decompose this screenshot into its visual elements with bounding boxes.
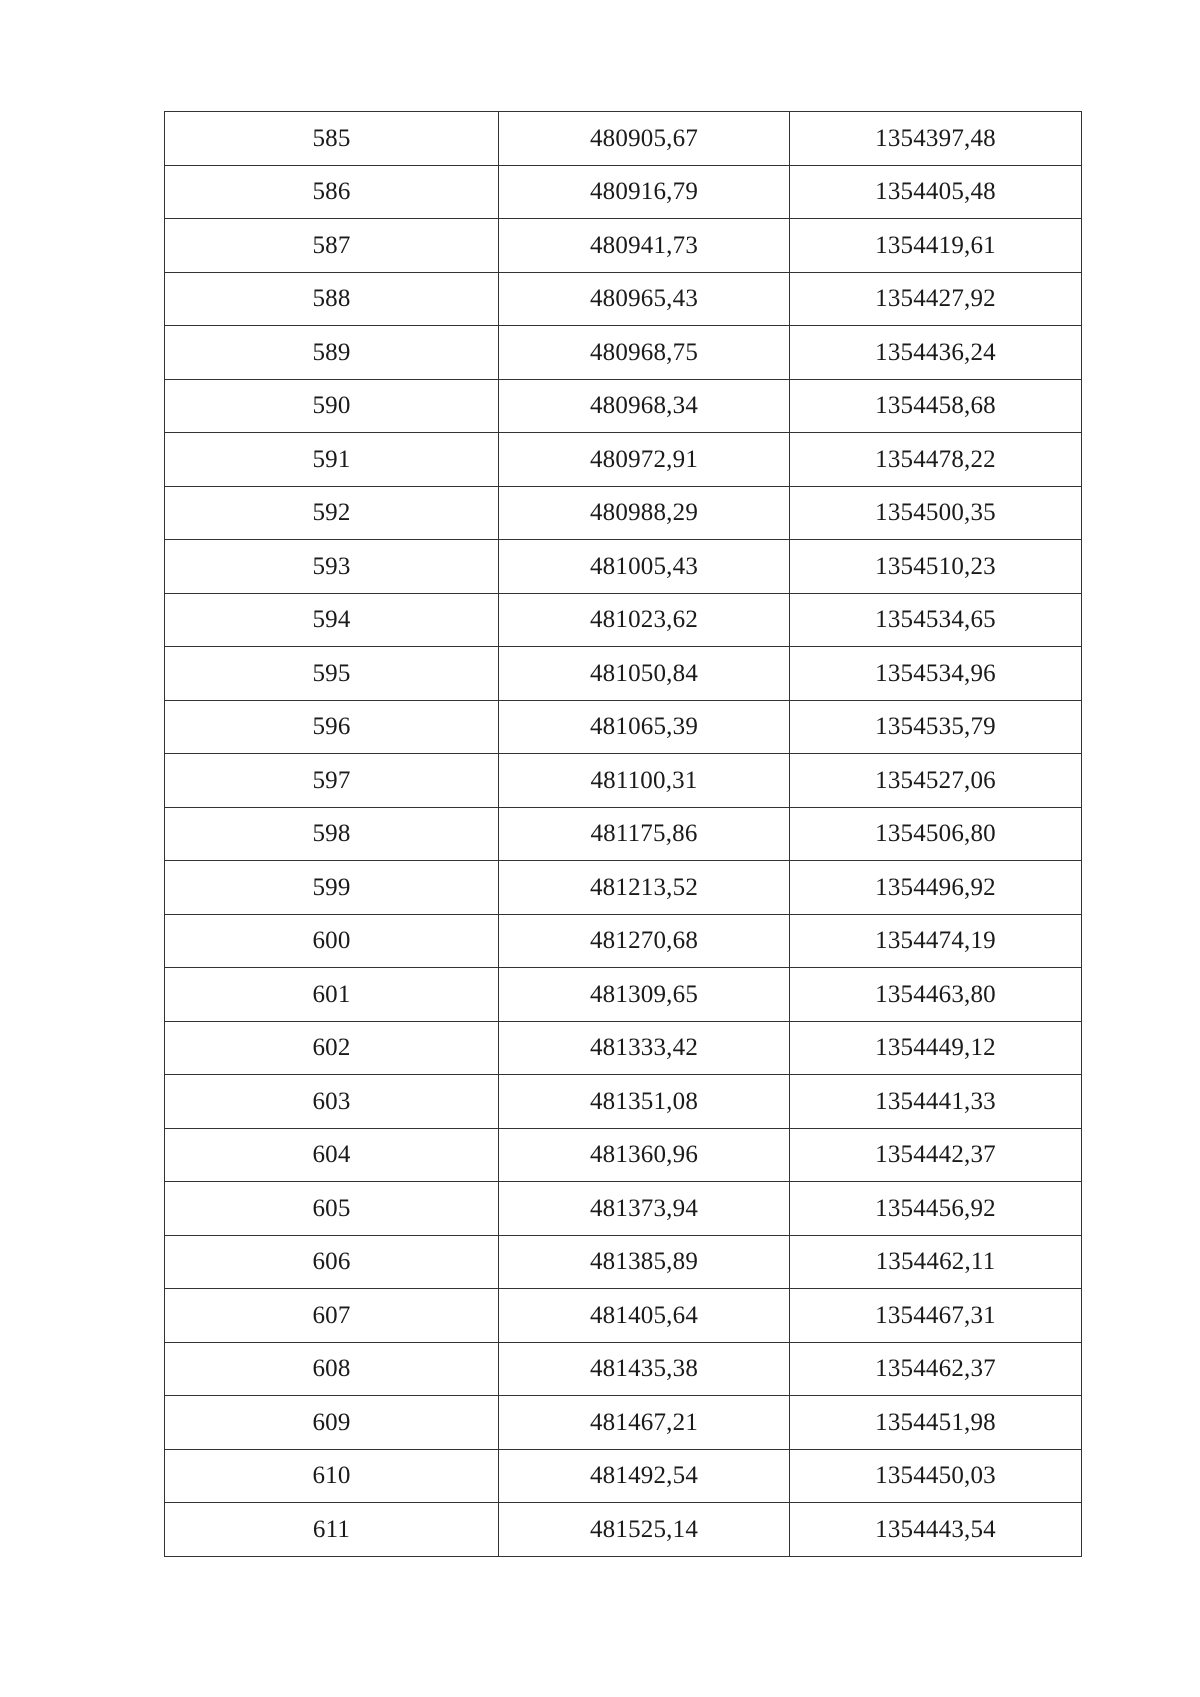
table-row [165, 540, 1082, 594]
x-coordinate-cell: 481333,42 [499, 1021, 790, 1075]
point-number-cell: 593 [165, 540, 499, 594]
y-coordinate-cell: 1354405,48 [790, 165, 1082, 219]
point-number-cell: 601 [165, 968, 499, 1022]
point-number-cell: 586 [165, 165, 499, 219]
table-row [165, 1021, 1082, 1075]
table-row [165, 1503, 1082, 1557]
point-number-cell: 604 [165, 1128, 499, 1182]
x-coordinate-cell: 481525,14 [499, 1503, 790, 1557]
table-row [165, 700, 1082, 754]
y-coordinate-cell: 1354506,80 [790, 807, 1082, 861]
table-row [165, 1235, 1082, 1289]
table-row [165, 379, 1082, 433]
x-coordinate-cell: 481405,64 [499, 1289, 790, 1343]
x-coordinate-cell: 481005,43 [499, 540, 790, 594]
table-row [165, 1289, 1082, 1343]
x-coordinate-cell: 481270,68 [499, 914, 790, 968]
table-row [165, 326, 1082, 380]
coordinates-table-body [165, 112, 1082, 1557]
y-coordinate-cell: 1354427,92 [790, 272, 1082, 326]
table-row [165, 593, 1082, 647]
x-coordinate-cell: 480916,79 [499, 165, 790, 219]
y-coordinate-cell: 1354474,19 [790, 914, 1082, 968]
point-number-cell: 590 [165, 379, 499, 433]
point-number-cell: 599 [165, 861, 499, 915]
x-coordinate-cell: 481065,39 [499, 700, 790, 754]
table-row [165, 861, 1082, 915]
point-number-cell: 587 [165, 219, 499, 273]
point-number-cell: 591 [165, 433, 499, 487]
table-row [165, 914, 1082, 968]
y-coordinate-cell: 1354419,61 [790, 219, 1082, 273]
y-coordinate-cell: 1354443,54 [790, 1503, 1082, 1557]
x-coordinate-cell: 480968,75 [499, 326, 790, 380]
table-row [165, 1128, 1082, 1182]
y-coordinate-cell: 1354397,48 [790, 112, 1082, 166]
y-coordinate-cell: 1354450,03 [790, 1449, 1082, 1503]
table-row [165, 112, 1082, 166]
point-number-cell: 594 [165, 593, 499, 647]
x-coordinate-cell: 481373,94 [499, 1182, 790, 1236]
table-row [165, 433, 1082, 487]
x-coordinate-cell: 480972,91 [499, 433, 790, 487]
x-coordinate-cell: 481360,96 [499, 1128, 790, 1182]
table-row [165, 1075, 1082, 1129]
point-number-cell: 589 [165, 326, 499, 380]
point-number-cell: 603 [165, 1075, 499, 1129]
y-coordinate-cell: 1354534,65 [790, 593, 1082, 647]
x-coordinate-cell: 481023,62 [499, 593, 790, 647]
table-row [165, 272, 1082, 326]
x-coordinate-cell: 481492,54 [499, 1449, 790, 1503]
x-coordinate-cell: 481100,31 [499, 754, 790, 808]
y-coordinate-cell: 1354463,80 [790, 968, 1082, 1022]
table-row [165, 647, 1082, 701]
table-row [165, 486, 1082, 540]
x-coordinate-cell: 481385,89 [499, 1235, 790, 1289]
table-row [165, 754, 1082, 808]
y-coordinate-cell: 1354478,22 [790, 433, 1082, 487]
table-row [165, 807, 1082, 861]
x-coordinate-cell: 480941,73 [499, 219, 790, 273]
table-row [165, 219, 1082, 273]
x-coordinate-cell: 480988,29 [499, 486, 790, 540]
point-number-cell: 598 [165, 807, 499, 861]
table-row [165, 165, 1082, 219]
x-coordinate-cell: 480968,34 [499, 379, 790, 433]
x-coordinate-cell: 481175,86 [499, 807, 790, 861]
y-coordinate-cell: 1354451,98 [790, 1396, 1082, 1450]
point-number-cell: 602 [165, 1021, 499, 1075]
x-coordinate-cell: 481351,08 [499, 1075, 790, 1129]
y-coordinate-cell: 1354436,24 [790, 326, 1082, 380]
table-row [165, 968, 1082, 1022]
point-number-cell: 607 [165, 1289, 499, 1343]
y-coordinate-cell: 1354442,37 [790, 1128, 1082, 1182]
y-coordinate-cell: 1354534,96 [790, 647, 1082, 701]
x-coordinate-cell: 481213,52 [499, 861, 790, 915]
x-coordinate-cell: 481309,65 [499, 968, 790, 1022]
point-number-cell: 597 [165, 754, 499, 808]
point-number-cell: 609 [165, 1396, 499, 1450]
table-row [165, 1396, 1082, 1450]
y-coordinate-cell: 1354441,33 [790, 1075, 1082, 1129]
point-number-cell: 605 [165, 1182, 499, 1236]
point-number-cell: 606 [165, 1235, 499, 1289]
point-number-cell: 608 [165, 1342, 499, 1396]
x-coordinate-cell: 481050,84 [499, 647, 790, 701]
y-coordinate-cell: 1354456,92 [790, 1182, 1082, 1236]
y-coordinate-cell: 1354467,31 [790, 1289, 1082, 1343]
y-coordinate-cell: 1354462,37 [790, 1342, 1082, 1396]
point-number-cell: 611 [165, 1503, 499, 1557]
point-number-cell: 596 [165, 700, 499, 754]
y-coordinate-cell: 1354510,23 [790, 540, 1082, 594]
point-number-cell: 610 [165, 1449, 499, 1503]
x-coordinate-cell: 480965,43 [499, 272, 790, 326]
y-coordinate-cell: 1354462,11 [790, 1235, 1082, 1289]
x-coordinate-cell: 481435,38 [499, 1342, 790, 1396]
y-coordinate-cell: 1354449,12 [790, 1021, 1082, 1075]
point-number-cell: 592 [165, 486, 499, 540]
table-row [165, 1449, 1082, 1503]
y-coordinate-cell: 1354458,68 [790, 379, 1082, 433]
x-coordinate-cell: 480905,67 [499, 112, 790, 166]
table-row [165, 1182, 1082, 1236]
y-coordinate-cell: 1354496,92 [790, 861, 1082, 915]
coordinates-table [164, 111, 1082, 1557]
table-row [165, 1342, 1082, 1396]
point-number-cell: 585 [165, 112, 499, 166]
point-number-cell: 600 [165, 914, 499, 968]
y-coordinate-cell: 1354527,06 [790, 754, 1082, 808]
x-coordinate-cell: 481467,21 [499, 1396, 790, 1450]
point-number-cell: 595 [165, 647, 499, 701]
point-number-cell: 588 [165, 272, 499, 326]
y-coordinate-cell: 1354535,79 [790, 700, 1082, 754]
y-coordinate-cell: 1354500,35 [790, 486, 1082, 540]
